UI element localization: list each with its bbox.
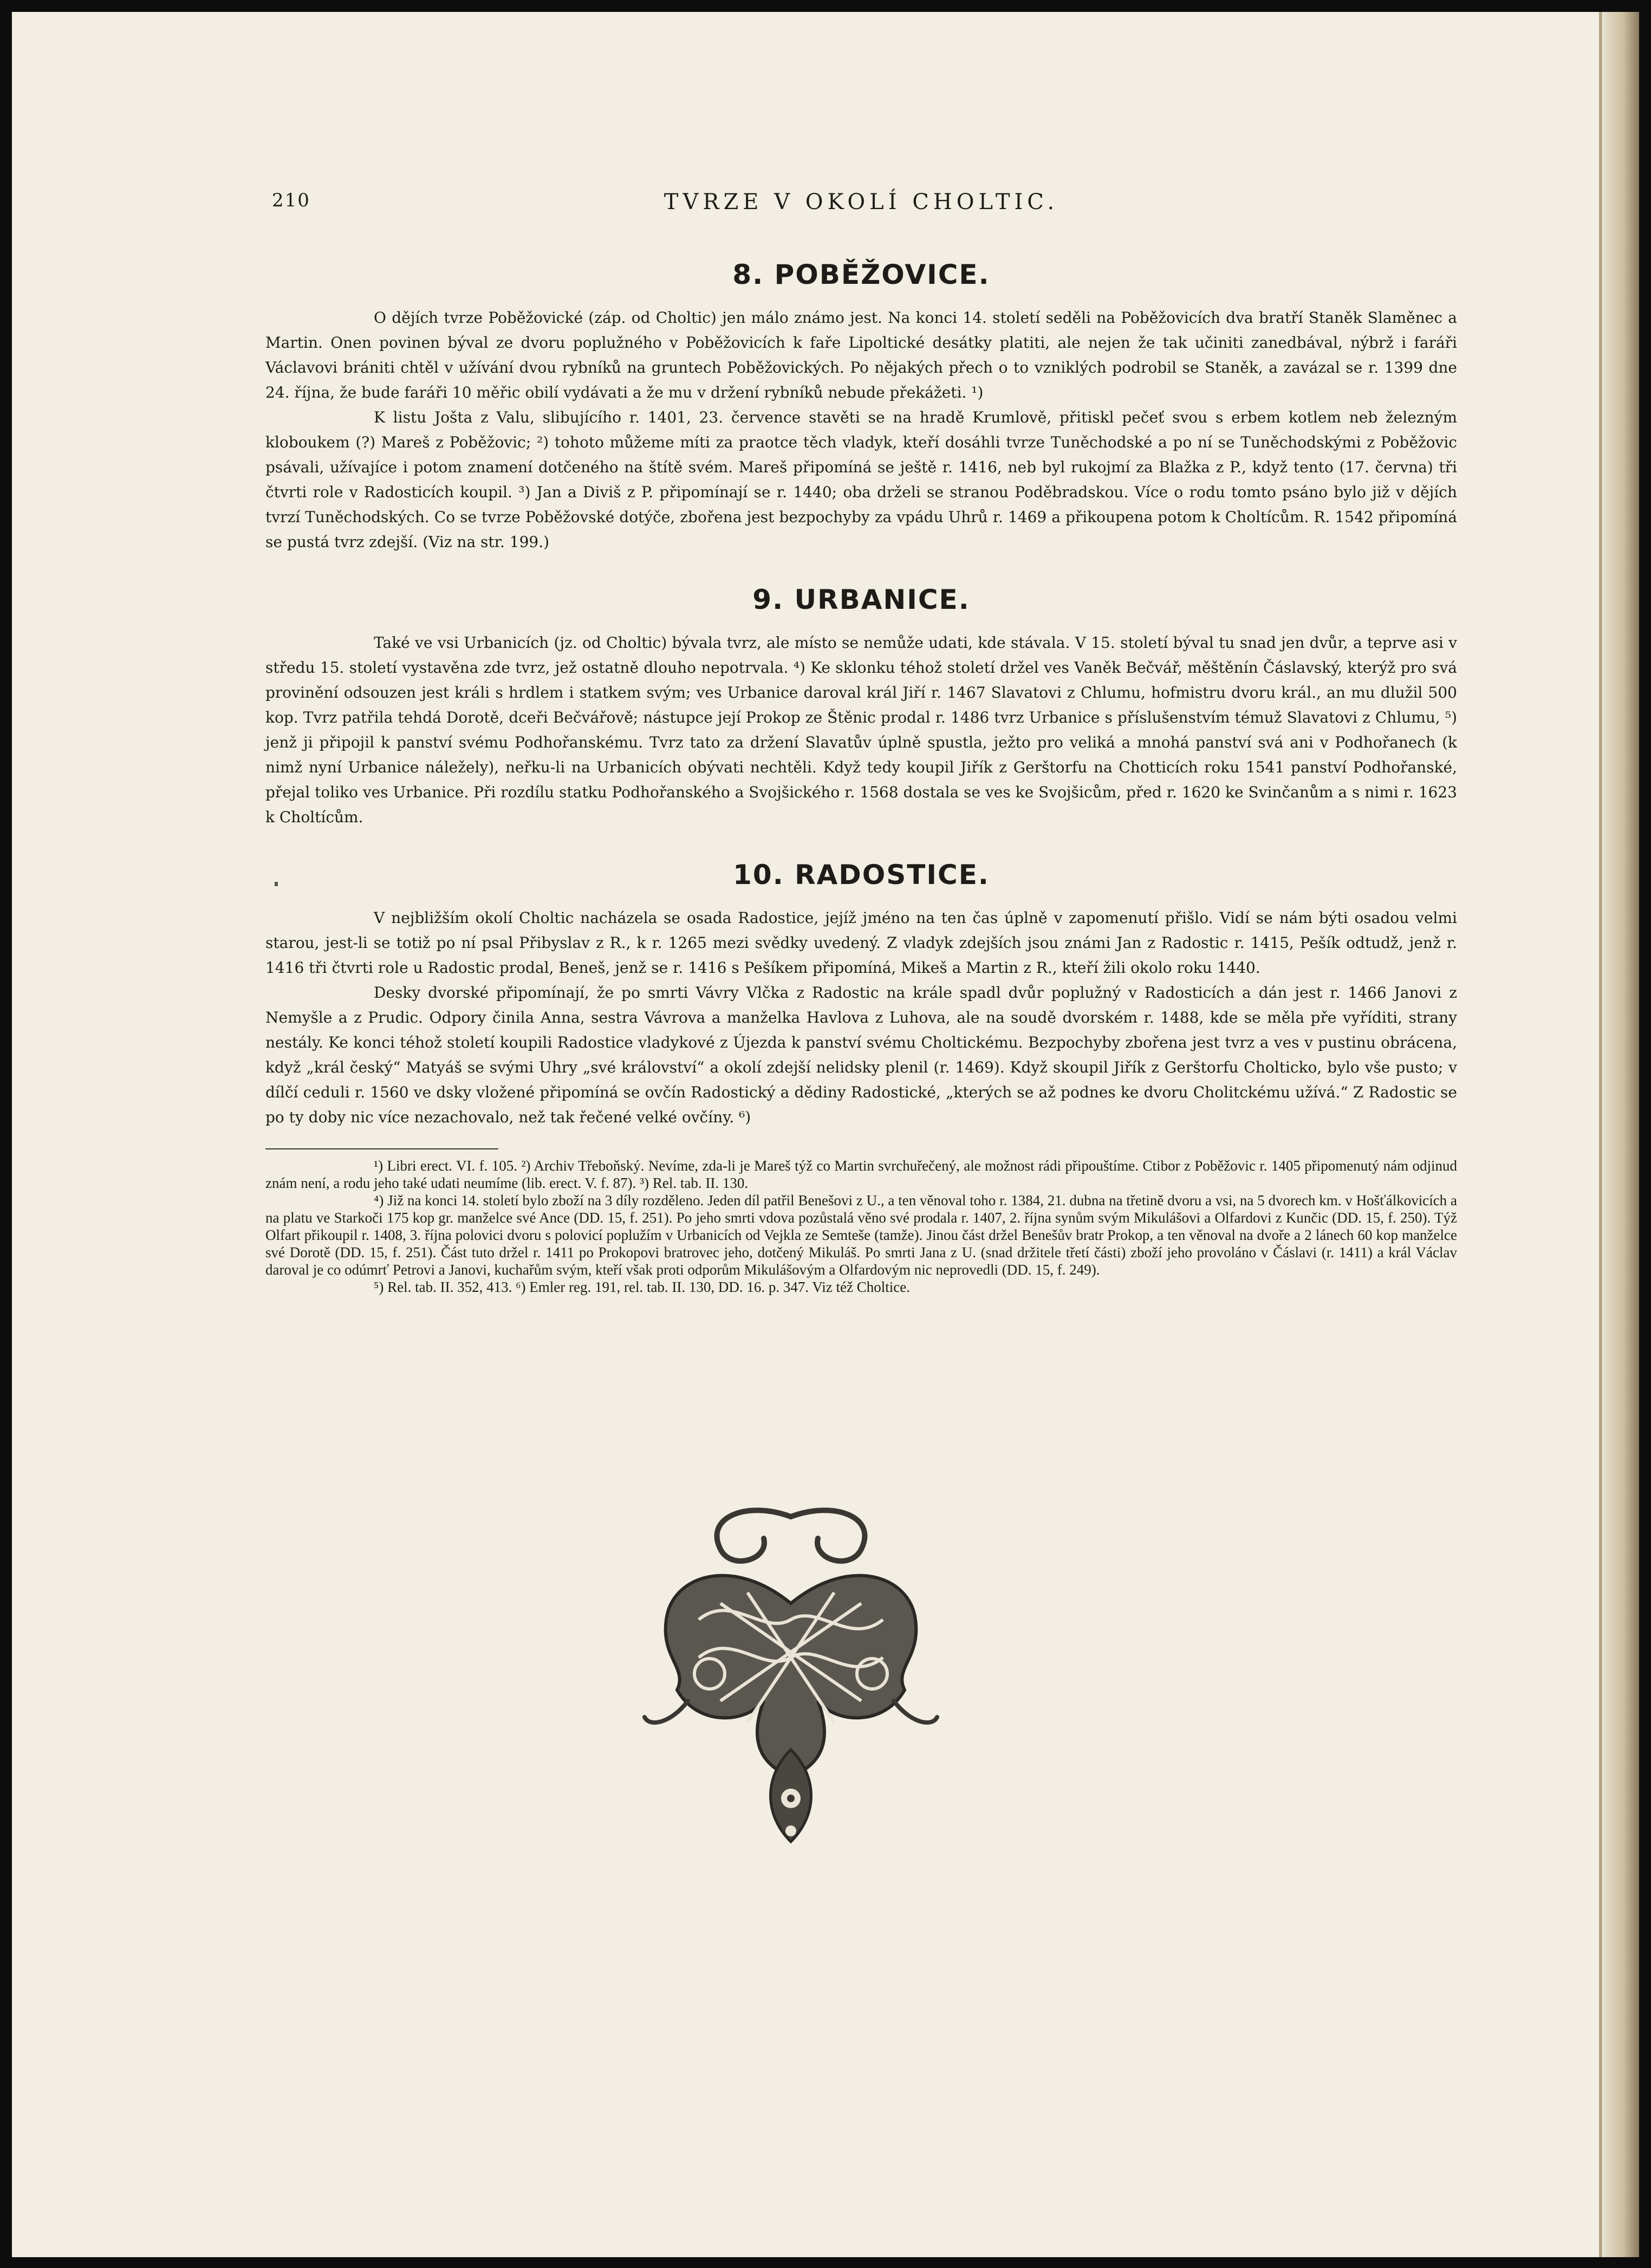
page-content: [265, 179, 1457, 1296]
section-radostice: [265, 859, 1457, 1130]
interlace-ornament-icon: [639, 1495, 942, 1863]
page-speck: [275, 882, 278, 886]
running-head: [265, 179, 1457, 228]
page-number: 210: [272, 190, 310, 211]
section-pobezovice: [265, 259, 1457, 555]
footnote-rule: [265, 1148, 498, 1149]
paragraph: O dějích tvrze Poběžovické (záp. od Choltic) jen málo známo jest. Na konci 14. století seděli na Poběžovicích dva bratří Staněk Slaměnec a Martin. Onen povinen býval ze dvoru poplužného v Poběžovicích k faře Lipoltické desátky platiti, ale nejen že tak učiniti zanedbával, nýbrž i faráři Václavovi brániti chtěl v užívání dvou rybníků na gruntech Poběžovických. Po nějakých přech o to vzniklých podrobil se Staněk, a zavázal se r. 1399 dne 24. října, že bude faráři 10 měřic obilí vydávati a že mu v držení rybníků nebude překážeti. ¹): [265, 309, 1457, 401]
facing-page-edge: [1603, 12, 1639, 2257]
page-gutter-line: [1599, 12, 1602, 2257]
paragraph: Desky dvorské připomínají, že po smrti Vávry Vlčka z Radostic na krále spadl dvůr poplužný v Radosticích a dán jest r. 1466 Janovi z Nemyšle a z Prudic. Odpory činila Anna, sestra Vávrova a manželka Havlova z Luhova, ale na soudě dvorském r. 1488, kde se měla pře vyříditi, strany nestály. Ke konci téhož století koupili Radostice vladykové z Újezda k panství svému Choltickému. Bezpochyby zbořena jest tvrz a ves v pustinu obrácena, když „král český“ Matyáš se svými Uhry „své království“ a okolí zdejší nelidsky plenil (r. 1469). Když skoupil Jiřík z Gerštorfu Cholticko, bylo vše pusto; v dílčí ceduli r. 1560 ve dsky vložené připomíná se ovčín Radostický a dědiny Radostické, „kterých se až podnes ke dvoru Cholitckému užívá.“ Z Radostic se po ty doby nic více nezachovalo, než tak řečené velké ovčíny. ⁶): [265, 984, 1457, 1126]
footnote: ⁴) Již na konci 14. století bylo zboží na 3 díly rozděleno. Jeden díl patřil Benešovi z U., a ten věnoval toho r. 1384, 21. dubna na třetině dvoru a vsi, na 5 dvorech km. v Hošťálkovicích a na platu ve Starkoči 175 kop gr. manželce své Ance (DD. 15, f. 251). Po jeho smrti vdova pozůstalá věno své prodala r. 1407, 2. října synům svým Mikulášovi a Olfardovi z Kunčic (DD. 15, f. 250). Týž Olfart přikoupil r. 1408, 3. října polovici dvoru s polovicí poplužím v Urbanicích od Vejkla ze Semteše (tamže). Jinou část držel Benešův bratr Prokop, a ten věnoval na dvoře a 2 lánech 60 kop manželce své Dorotě (DD. 15, f. 251). Část tuto držel r. 1411 po Prokopovi bratrovec jeho, dotčený Mikuláš. Po smrti Jana z U. (snad držitele třetí části) zboží jeho provoláno v Čáslavi (r. 1411) a král Václav daroval je co odúmrť Petrovi a Janovi, kuchařům svým, kteří však proti odporům Mikulášovým a Olfardovým nic neprovedli (DD. 15, f. 249).: [265, 1192, 1457, 1278]
running-title: TVRZE V OKOLÍ CHOLTIC.: [664, 190, 1059, 215]
section-heading: 10. RADOSTICE.: [733, 859, 990, 891]
footnotes: [265, 1157, 1457, 1296]
section-heading: 9. URBANICE.: [752, 584, 970, 615]
paragraph: K listu Jošta z Valu, slibujícího r. 1401, 23. července stavěti se na hradě Krumlově, přitiskl pečeť svou s erbem kotlem neb železným kloboukem (?) Mareš z Poběžovic; ²) tohoto můžeme míti za praotce těch vladyk, kteří dosáhli tvrze Tuněchodské a po ní se Tuněchodskými z Poběžovic psávali, užívajíce i potom znamení dotčeného na štítě svém. Mareš připomíná se ještě r. 1416, neb byl rukojmí za Blažka z P., když tento (17. června) tři čtvrti role v Radosticích koupil. ³) Jan a Diviš z P. připomínají se r. 1440; oba drželi se stranou Poděbradskou. Více o rodu tomto psáno bylo již v dějích tvrzí Tuněchodských. Co se tvrze Poběžovské dotýče, zbořena jest bezpochyby za vpádu Uhrů r. 1469 a přikoupena potom k Choltícům. R. 1542 připomíná se pustá tvrz zdejší. (Viz na str. 199.): [265, 408, 1457, 551]
paragraph: Také ve vsi Urbanicích (jz. od Choltic) bývala tvrz, ale místo se nemůže udati, kde stávala. V 15. století býval tu snad jen dvůr, a teprve asi v středu 15. století vystavěna zde tvrz, jež ostatně dlouho nepotrvala. ⁴) Ke sklonku téhož století držel ves Vaněk Bečvář, měštěnín Čáslavský, kterýž pro svá provinění odsouzen jest králi s hrdlem i statkem svým; ves Urbanice daroval král Jiří r. 1467 Slavatovi z Chlumu, hofmistru dvoru král., an mu dlužil 500 kop. Tvrz patřila tehdá Dorotě, dceři Bečvářově; nástupce její Prokop ze Štěnic prodal r. 1486 tvrz Urbanice s příslušenstvím témuž Slavatovi z Chlumu, ⁵) jenž ji připojil k panství svému Podhořanskému. Tvrz tato za držení Slavatův úplně spustla, ježto pro veliká a mnohá panství svá ani v Podhořanech (k nimž nyní Urbanice náležely), neřku-li na Urbanicích obývati nechtěli. Když tedy koupil Jiřík z Gerštorfu na Chotticích roku 1541 panství Podhořanské, přejal toliko ves Urbanice. Při rozdílu statku Podhořanského a Svojšického r. 1568 dostala se ves ke Svojšicům, před r. 1620 ke Svinčanům a s nimi r. 1623 k Choltícům.: [265, 634, 1457, 826]
footnote: ¹) Libri erect. VI. f. 105. ²) Archiv Třeboňský. Nevíme, zda-li je Mareš týž co Martin svrchuřečený, ale možnost rádi připouštíme. Ctibor z Poběžovic r. 1405 připomenutý nám odjinud znám není, a rodu jeho také udati neumíme (lib. erect. V. f. 87). ³) Rel. tab. II. 130.: [265, 1158, 1457, 1191]
paragraph: V nejbližším okolí Choltic nacházela se osada Radostice, jejíž jméno na ten čas úplně v zapomenutí přišlo. Vidí se nám býti osadou velmi starou, jest-li se totiž po ní psal Přibyslav z R., k r. 1265 mezi svědky uvedený. Z vladyk zdejších jsou známi Jan z Radostic r. 1415, Pešík odtudž, jenž r. 1416 tři čtvrti role u Radostic prodal, Beneš, jenž se r. 1416 s Pešíkem připomíná, Mikeš a Martin z R., kteří žili okolo roku 1440.: [265, 909, 1457, 977]
section-heading: 8. POBĚŽOVICE.: [732, 259, 990, 290]
section-urbanice: [265, 584, 1457, 830]
footnote: ⁵) Rel. tab. II. 352, 413. ⁶) Emler reg. 191, rel. tab. II. 130, DD. 16. p. 347. Viz též Choltice.: [374, 1279, 910, 1295]
